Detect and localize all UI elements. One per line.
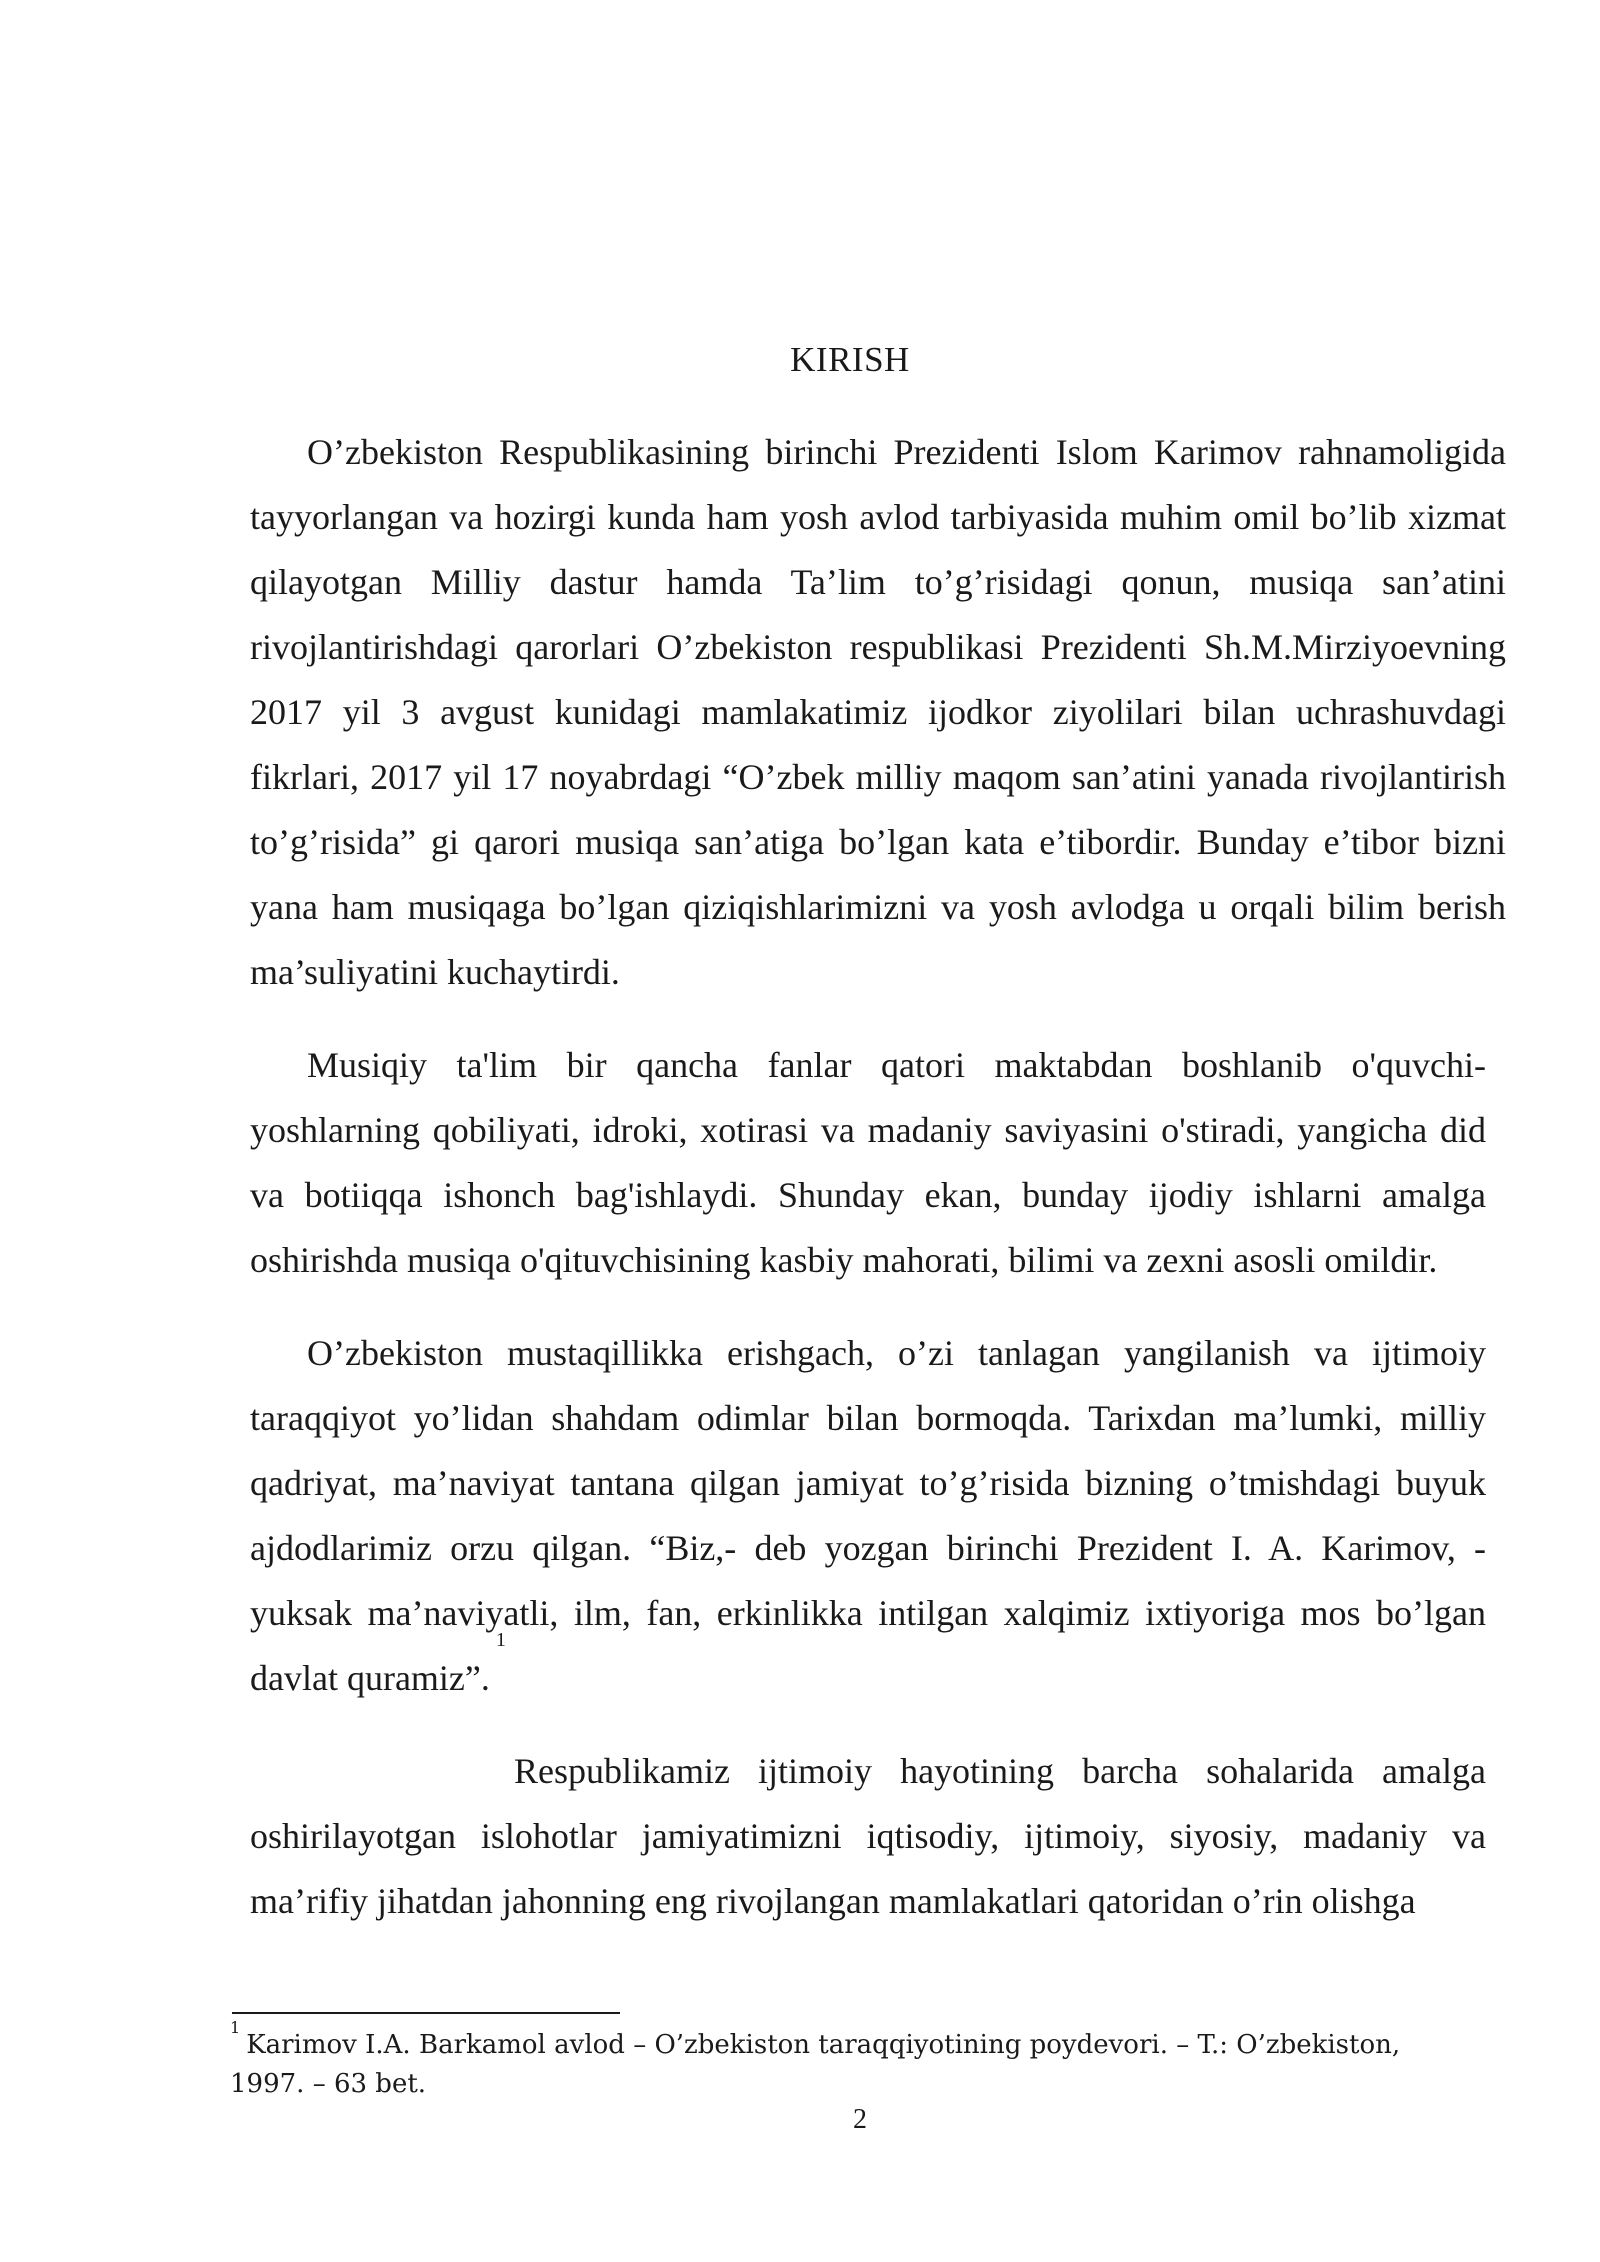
footnote-separator [232, 2012, 620, 2014]
page-number: 2 [853, 2104, 867, 2135]
paragraph-4-text: Respublikamiz ijtimoiy hayotining barcha sohalarida amalga oshirilayotgan islohotlar jamiyatimizni iqtisodiy, ijtimoiy, siyosiy, madaniy va ma’rifiy jihatdan jahonning eng rivojlangan mamlakatlari qatoridan o’rin olishga [250, 1751, 1486, 1921]
footnote-reference[interactable]: 1 [495, 1629, 506, 1651]
body-text [250, 420, 1506, 1934]
paragraph-4 [250, 1739, 1486, 1934]
section-title: KIRISH [790, 340, 910, 379]
paragraph-2-text: Musiqiy ta'lim bir qancha fanlar qatori maktabdan boshlanib o'quvchi-yoshlarning qobiliyati, idroki, xotirasi va madaniy saviyasini o'stiradi, yangicha did va botiiqqa ishonch bag'ishlaydi. Shunday ekan, bunday ijodiy ishlarni amalga oshirishda musiqa o'qituvchisining kasbiy mahorati, bilimi va zexni asosli omildir. [250, 1045, 1486, 1280]
paragraph-2 [250, 1033, 1486, 1293]
footnote-marker: 1 [230, 2018, 241, 2037]
paragraph-3 [250, 1321, 1486, 1711]
footnote-text: Karimov I.A. Barkamol avlod – O’zbekiston taraqqiyotining poydevori. – T.: O’zbekiston, 1997. – 63 bet. [230, 2030, 1401, 2099]
paragraph-1 [250, 420, 1506, 1005]
footnote [230, 2018, 1480, 2104]
paragraph-1-text: O’zbekiston Respublikasining birinchi Prezidenti Islom Karimov rahnamoligida tayyorlangan va hozirgi kunda ham yosh avlod tarbiyasida muhim omil bo’lib xizmat qilayotgan Milliy dastur hamda Ta’lim to’g’risidagi qonun, musiqa san’atini rivojlantirishdagi qarorlari O’zbekiston respublikasi Prezidenti Sh.M.Mirziyoevning 2017 yil 3 avgust kunidagi mamlakatimiz ijodkor ziyolilari bilan uchrashuvdagi fikrlari, 2017 yil 17 noyabrdagi “O’zbek milliy maqom san’atini yanada rivojlantirish to’g’risida” gi qarori musiqa san’atiga bo’lgan kata e’tibordir. Bunday e’tibor bizni yana ham musiqaga bo’lgan qiziqishlarimizni va yosh avlodga u orqali bilim berish ma’suliyatini kuchaytirdi. [250, 432, 1506, 992]
paragraph-3-text: O’zbekiston mustaqillikka erishgach, o’zi tanlagan yangilanish va ijtimoiy taraqqiyot yo’lidan shahdam odimlar bilan bormoqda. Tarixdan ma’lumki, milliy qadriyat, ma’naviyat tantana qilgan jamiyat to’g’risida bizning o’tmishdagi buyuk ajdodlarimiz orzu qilgan. “Biz,- deb yozgan birinchi Prezident I. A. Karimov, - yuksak ma’naviyatli, ilm, fan, erkinlikka intilgan xalqimiz ixtiyoriga mos bo’lgan davlat quramiz”. [250, 1333, 1486, 1698]
